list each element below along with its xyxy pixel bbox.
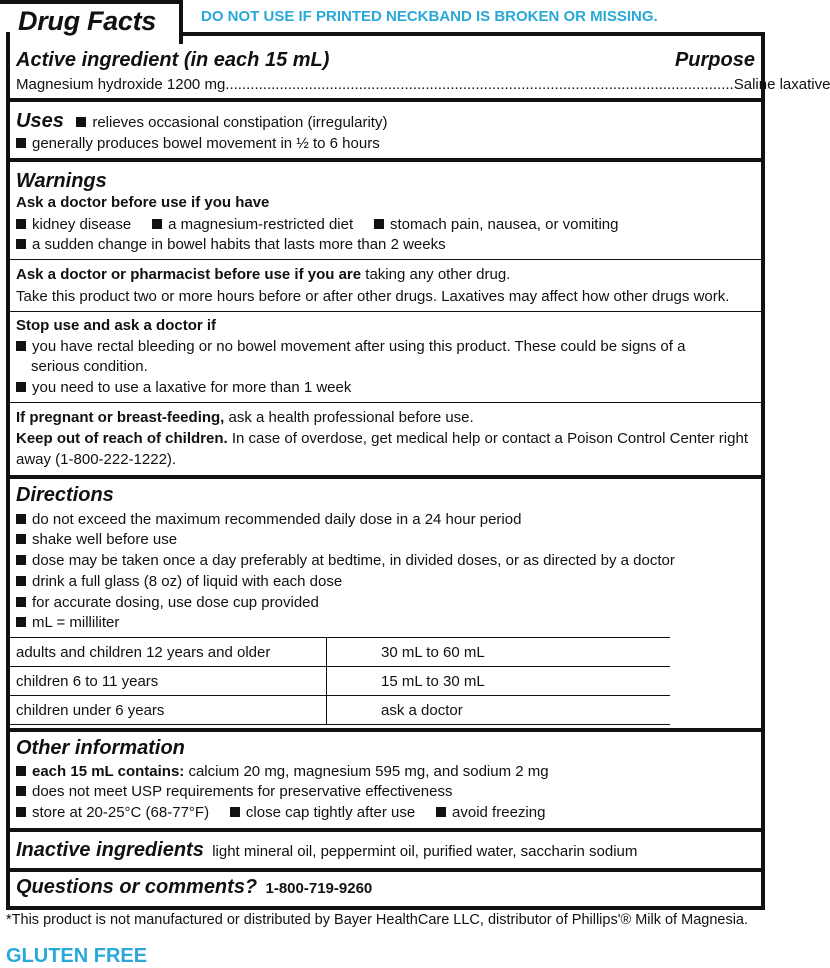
direction-item: [16, 594, 319, 611]
active-ingredient-row: [16, 76, 830, 93]
keep-out-text: In case of overdose, get medical help or contact a Poison Control Center right: [227, 430, 748, 447]
ask-item: a magnesium-restricted diet: [168, 216, 354, 233]
bullet-icon: [16, 219, 26, 229]
age-group: children under 6 years: [10, 696, 327, 725]
ask-item: a sudden change in bowel habits that lasts more than 2 weeks: [32, 236, 446, 253]
bullet-icon: [16, 514, 26, 524]
divider: [10, 828, 761, 832]
store-text: store at 20-25°C (68-77°F): [32, 804, 210, 821]
bullet-icon: [230, 807, 240, 817]
page-title: Drug Facts: [18, 6, 157, 36]
inactive-heading: Inactive ingredients: [16, 839, 204, 861]
ask-items-row-2: [16, 236, 446, 253]
direction-item: [16, 614, 119, 631]
stop-item-text: you have rectal bleeding or no bowel movement after using this product. These could be signs of a: [32, 338, 686, 355]
direction-text: for accurate dosing, use dose cup provided: [32, 594, 319, 611]
bullet-icon: [16, 341, 26, 351]
ask-item: stomach pain, nausea, or vomiting: [390, 216, 619, 233]
direction-text: dose may be taken once a day preferably at bedtime, in divided doses, or as directed by a doctor: [32, 552, 675, 569]
divider: [10, 98, 761, 102]
purpose-text: Saline laxative: [733, 76, 830, 93]
cap-text: close cap tightly after use: [245, 804, 416, 821]
direction-text: drink a full glass (8 oz) of liquid with each dose: [32, 573, 343, 590]
active-ingredient: Magnesium hydroxide 1200 mg: [16, 76, 226, 93]
table-row: [10, 696, 670, 725]
divider: [10, 311, 761, 312]
other-item: [16, 804, 545, 821]
stop-item-continued: serious condition.: [31, 358, 148, 375]
uses-row-1: [16, 110, 387, 133]
pharmacist-text: taking any other drug.: [361, 266, 511, 283]
uses-item: generally produces bowel movement in ½ to 6 hours: [32, 135, 380, 152]
dose: 30 mL to 60 mL: [327, 638, 671, 667]
keep-out-line-2: away (1-800-222-1222).: [16, 451, 177, 468]
footnote: *This product is not manufactured or distributed by Bayer HealthCare LLC, distributor of Phillips'® Milk of Magnesia.: [6, 912, 749, 928]
table-row: [10, 667, 670, 696]
table-row: [10, 638, 670, 667]
direction-item: [16, 552, 675, 569]
inactive-row: [16, 839, 637, 862]
age-group: adults and children 12 years and older: [10, 638, 327, 667]
dose: 15 mL to 30 mL: [327, 667, 671, 696]
pregnant-heading: If pregnant or breast-feeding,: [16, 409, 225, 426]
stop-item: [16, 379, 351, 396]
divider: [10, 259, 761, 260]
usp-text: does not meet USP requirements for preservative effectiveness: [32, 783, 453, 800]
bullet-icon: [16, 807, 26, 817]
dosage-table: [10, 637, 670, 725]
direction-text: shake well before use: [32, 531, 178, 548]
bullet-icon: [16, 766, 26, 776]
pharmacist-line-2: Take this product two or more hours before or after other drugs. Laxatives may affect how other drugs work.: [16, 288, 730, 305]
divider: [10, 868, 761, 872]
bullet-icon: [16, 239, 26, 249]
questions-heading: Questions or comments?: [16, 876, 258, 898]
freezing-text: avoid freezing: [452, 804, 546, 821]
warnings-heading: Warnings: [16, 170, 107, 192]
dose: ask a doctor: [327, 696, 671, 725]
ask-doctor-heading: Ask a doctor before use if you have: [16, 194, 270, 211]
bullet-icon: [16, 382, 26, 392]
pharmacist-heading: Ask a doctor or pharmacist before use if you are: [16, 266, 362, 283]
direction-item: [16, 511, 521, 528]
divider: [10, 402, 761, 403]
directions-heading: Directions: [16, 484, 114, 506]
pregnant-warning: [16, 409, 474, 426]
bullet-icon: [436, 807, 446, 817]
direction-item: [16, 531, 177, 548]
direction-text: do not exceed the maximum recommended daily dose in a 24 hour period: [32, 511, 522, 528]
uses-heading: Uses: [16, 110, 64, 132]
divider: [10, 475, 761, 479]
uses-row-2: [16, 135, 380, 152]
ask-item: kidney disease: [32, 216, 132, 233]
bullet-icon: [152, 219, 162, 229]
stop-item: [16, 338, 685, 355]
divider: [10, 158, 761, 162]
other-item: [16, 763, 549, 780]
questions-row: [16, 876, 372, 899]
ask-items-row: [16, 216, 618, 233]
gluten-free-label: GLUTEN FREE: [6, 945, 148, 967]
bullet-icon: [374, 219, 384, 229]
contains-heading: each 15 mL contains:: [32, 763, 185, 780]
pregnant-text: ask a health professional before use.: [224, 409, 474, 426]
other-info-heading: Other information: [16, 737, 185, 759]
contains-text: calcium 20 mg, magnesium 595 mg, and sodium 2 mg: [184, 763, 549, 780]
inactive-text: light mineral oil, peppermint oil, purified water, saccharin sodium: [212, 843, 638, 860]
pharmacist-warning: [16, 266, 510, 283]
neckband-warning: DO NOT USE IF PRINTED NECKBAND IS BROKEN OR MISSING.: [201, 8, 658, 25]
keep-out-heading: Keep out of reach of children.: [16, 430, 228, 447]
phone-number: 1-800-719-9260: [265, 880, 373, 897]
keep-out-warning: [16, 430, 748, 447]
bullet-icon: [16, 534, 26, 544]
direction-item: [16, 573, 342, 590]
direction-text: mL = milliliter: [32, 614, 120, 631]
active-heading: Active ingredient (in each 15 mL): [16, 49, 330, 71]
bullet-icon: [16, 786, 26, 796]
other-item: [16, 783, 453, 800]
stop-item-text: you need to use a laxative for more than 1 week: [32, 379, 352, 396]
bullet-icon: [16, 617, 26, 627]
bullet-icon: [16, 138, 26, 148]
purpose-heading: Purpose: [674, 49, 755, 71]
bullet-icon: [16, 597, 26, 607]
bullet-icon: [16, 555, 26, 565]
stop-use-heading: Stop use and ask a doctor if: [16, 317, 217, 334]
bullet-icon: [76, 117, 86, 127]
age-group: children 6 to 11 years: [10, 667, 327, 696]
divider: [10, 728, 761, 732]
bullet-icon: [16, 576, 26, 586]
dot-leader: ..........................................................................................................................: [225, 76, 734, 93]
uses-item: relieves occasional constipation (irregularity): [92, 114, 388, 131]
